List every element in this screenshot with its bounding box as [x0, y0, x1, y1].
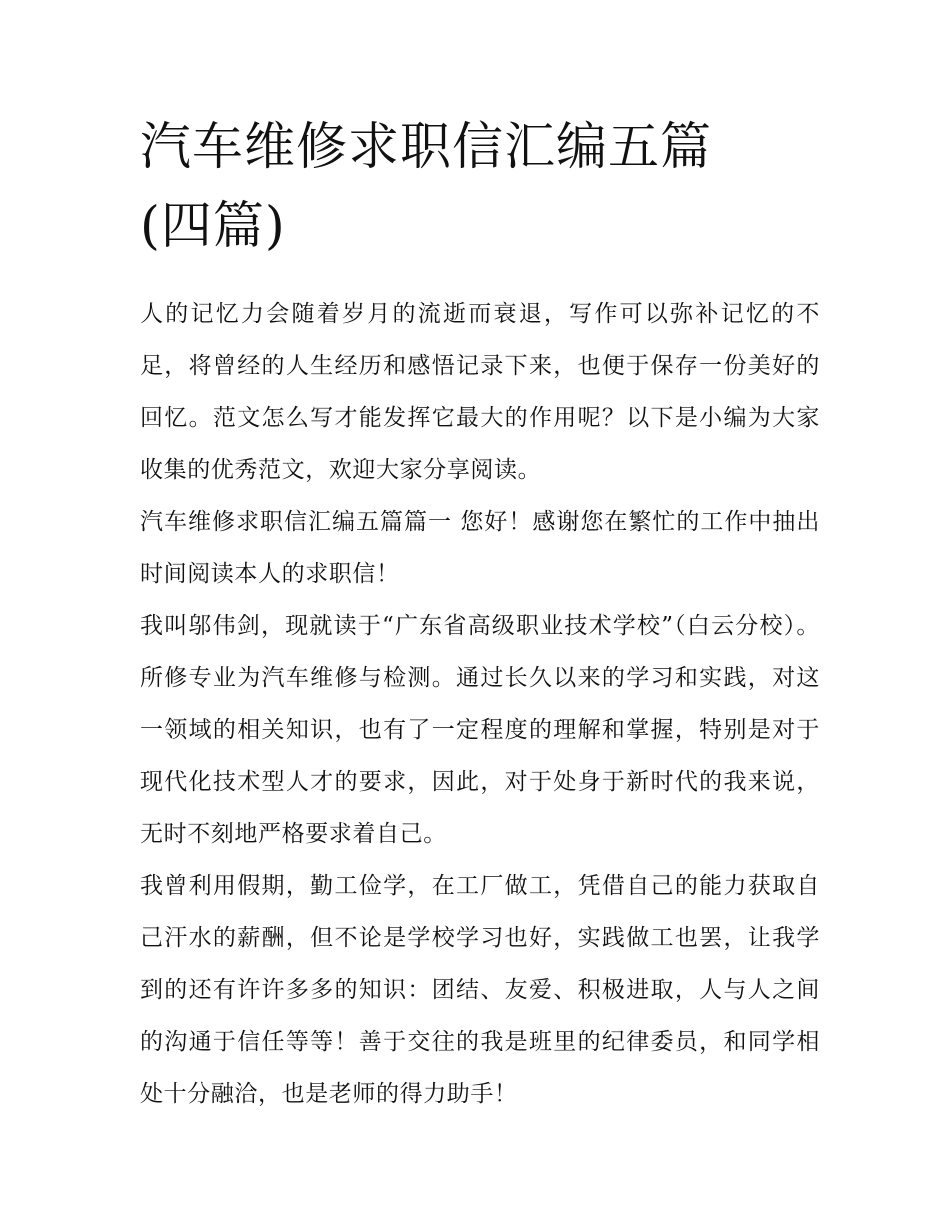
experience-paragraph: 我曾利用假期，勤工俭学，在工厂做工，凭借自己的能力获取自己汗水的薪酬，但不论是学校学习也好，实践做工也罢，让我学到的还有许许多多的知识：团结、友爱、积极进取，人与人之间的沟通于信任等等！善于交往的我是班里的纪律委员，和同学相处十分融洽，也是老师的得力助手！: [140, 873, 820, 1107]
document-page: [140, 108, 820, 1120]
letter-greeting-paragraph: 汽车维修求职信汇编五篇篇一 您好！感谢您在繁忙的工作中抽出时间阅读本人的求职信！: [140, 509, 820, 587]
self-introduction-paragraph: 我叫邬伟剑，现就读于“广东省高级职业技术学校”（白云分校）。所修专业为汽车维修与检测。通过长久以来的学习和实践，对这一领域的相关知识，也有了一定程度的理解和掌握，特别是对于现代化技术型人才的要求，因此，对于处身于新时代的我来说，无时不刻地严格要求着自己。: [140, 613, 820, 847]
intro-paragraph: 人的记忆力会随着岁月的流逝而衰退，写作可以弥补记忆的不足，将曾经的人生经历和感悟记录下来，也便于保存一份美好的回忆。范文怎么写才能发挥它最大的作用呢？以下是小编为大家收集的优秀范文，欢迎大家分享阅读。: [140, 301, 820, 483]
page-title: 汽车维修求职信汇编五篇(四篇): [140, 118, 713, 256]
document-body: [140, 288, 820, 1120]
